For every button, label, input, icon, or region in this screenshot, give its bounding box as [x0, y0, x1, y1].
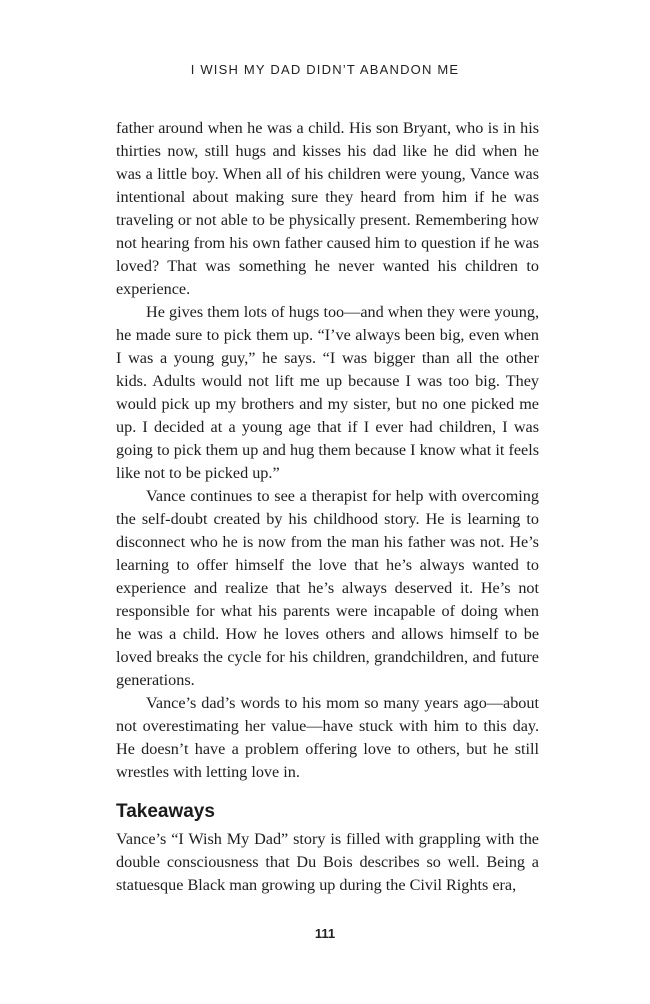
paragraph: Vance’s “I Wish My Dad” story is filled with grappling with the double consciousness that Du Bois describes so well. Being a statuesque Black man growing up during the Civil Rights era,: [116, 830, 539, 894]
section-heading: Takeaways: [116, 801, 215, 822]
body-text: [116, 117, 539, 784]
paragraph: Vance’s dad’s words to his mom so many years ago—about not overestimating her value—have stuck with him to this day. He doesn’t have a problem offering love to others, but he still wrestles with letting love in.: [116, 694, 539, 781]
section-body: [116, 828, 539, 897]
page-number: 111: [314, 926, 336, 941]
paragraph: He gives them lots of hugs too—and when they were young, he made sure to pick them up. “I’ve always been big, even when I was a young guy,” he says. “I was bigger than all the other kids. Adults would not lift me up because I was too big. They would pick up my brothers and my sister, but no one picked me up. I decided at a young age that if I ever had children, I was going to pick them up and hug them because I know what it feels like not to be picked up.”: [116, 303, 539, 482]
running-head: I WISH MY DAD DIDN’T ABANDON ME: [190, 62, 460, 77]
paragraph: father around when he was a child. His son Bryant, who is in his thirties now, still hugs and kisses his dad like he did when he was a little boy. When all of his children were young, Vance was intentional about making sure they heard from him if he was traveling or not able to be physically present. Remembering how not hearing from his own father caused him to question if he was loved? That was something he never wanted his children to experience.: [116, 119, 539, 298]
paragraph: Vance continues to see a therapist for help with overcoming the self-doubt created by his childhood story. He is learning to disconnect who he is now from the man his father was not. He’s learning to offer himself the love that he’s always wanted to experience and realize that he’s always deserved it. He’s not responsible for what his parents were incapable of doing when he was a child. How he loves others and allows himself to be loved breaks the cycle for his children, grandchildren, and future generations.: [116, 487, 539, 689]
